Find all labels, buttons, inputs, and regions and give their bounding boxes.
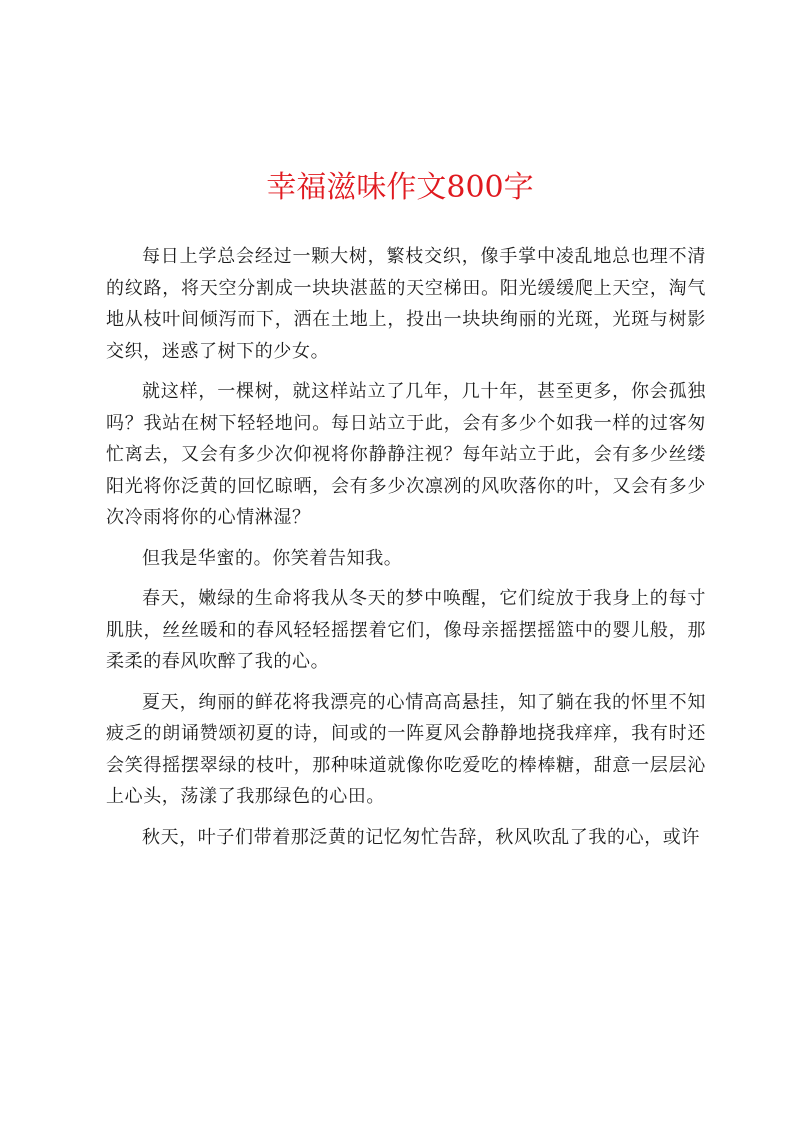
paragraph-2: 就这样，一棵树，就这样站立了几年，几十年，甚至更多，你会孤独吗？我站在树下轻轻地问。每日站立于此，会有多少个如我一样的过客匆忙离去，又会有多少次仰视将你静静注视？每年站立于此，会有多少丝缕阳光将你泛黄的回忆晾晒，会有多少次凛冽的风吹落你的叶，又会有多少次冷雨将你的心情淋湿？: [106, 381, 706, 528]
paragraph-1: 每日上学总会经过一颗大树，繁枝交织，像手掌中凌乱地总也理不清的纹路，将天空分割成一块块湛蓝的天空梯田。阳光缓缓爬上天空，淘气地从枝叶间倾泻而下，洒在土地上，投出一块块绚丽的光斑，光斑与树影交织，迷惑了树下的少女。: [106, 246, 706, 362]
paragraph-5: 夏天，绚丽的鲜花将我漂亮的心情高高悬挂，知了躺在我的怀里不知疲乏的朗诵赞颂初夏的诗，间或的一阵夏风会静静地挠我痒痒，我有时还会笑得摇摆翠绿的枝叶，那种味道就像你吃爱吃的棒棒糖，甜意一层层沁上心头，荡漾了我那绿色的心田。: [106, 691, 706, 807]
document-body: [106, 241, 706, 862]
document-title: 幸福滋味作文800字: [266, 170, 534, 205]
paragraph-4: 春天，嫩绿的生命将我从冬天的梦中唤醒，它们绽放于我身上的每寸肌肤，丝丝暖和的春风轻轻摇摆着它们，像母亲摇摆摇篮中的婴儿般，那柔柔的春风吹醉了我的心。: [106, 588, 706, 672]
paragraph-6: 秋天，叶子们带着那泛黄的记忆匆忙告辞，秋风吹乱了我的心，或许: [142, 826, 700, 848]
paragraph-3: 但我是华蜜的。你笑着告知我。: [142, 547, 403, 569]
